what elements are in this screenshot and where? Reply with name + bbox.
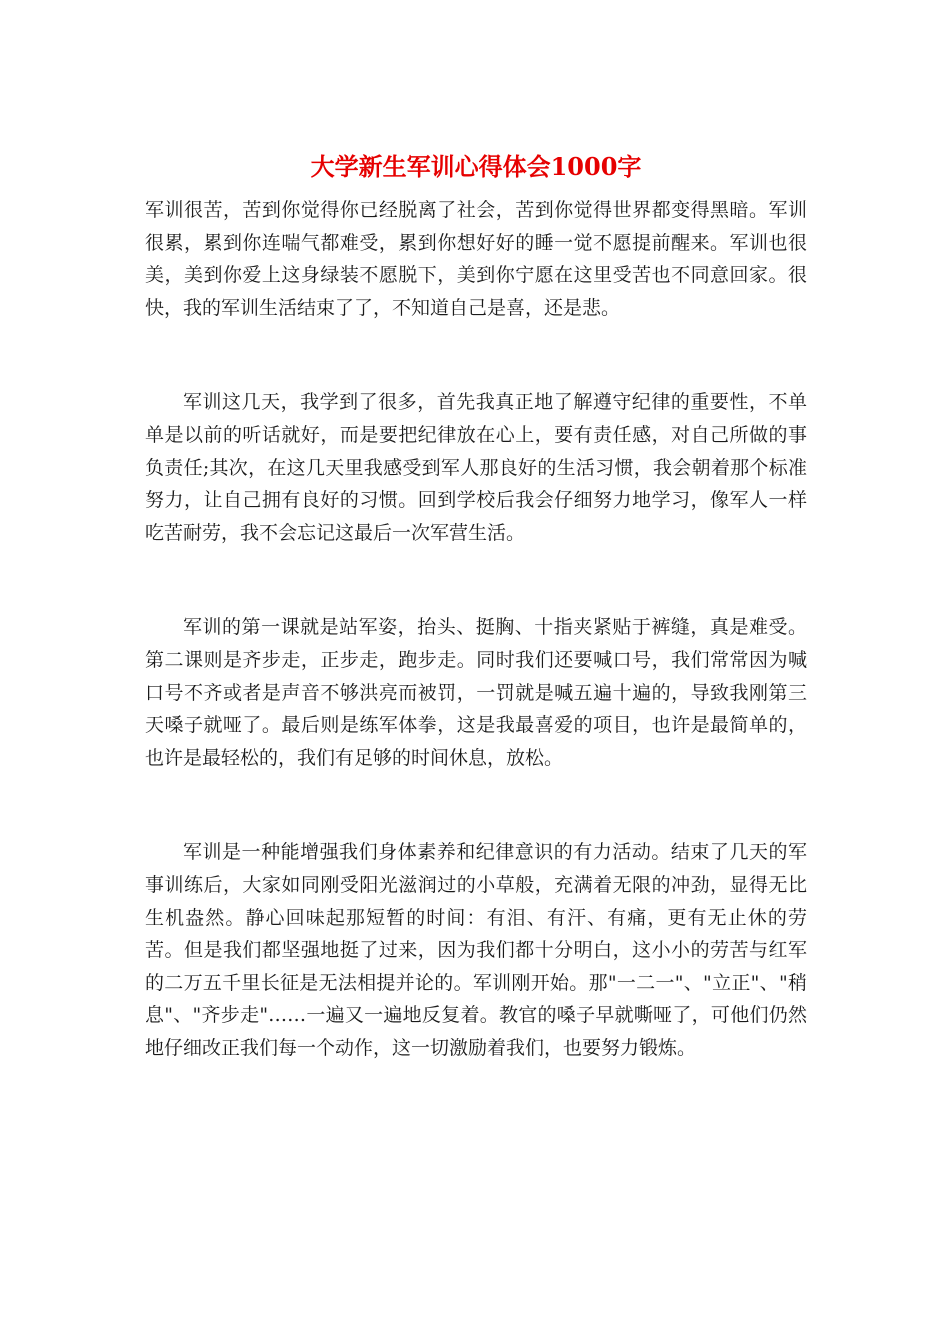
document-page: [145, 150, 807, 1064]
paragraph-3: 军训的第一课就是站军姿，抬头、挺胸、十指夹紧贴于裤缝，真是难受。第二课则是齐步走，正步走，跑步走。同时我们还要喊口号，我们常常因为喊口号不齐或者是声音不够洪亮而被罚，一罚就是喊五遍十遍的，导致我刚第三天嗓子就哑了。最后则是练军体拳，这是我最喜爱的项目，也许是最简单的，也许是最轻松的，我们有足够的时间休息，放松。: [145, 616, 807, 769]
paragraph-2: 军训这几天，我学到了很多，首先我真正地了解遵守纪律的重要性，不单单是以前的听话就好，而是要把纪律放在心上，要有责任感，对自己所做的事负责任;其次，在这几天里我感受到军人那良好的生活习惯，我会朝着那个标准努力，让自己拥有良好的习惯。回到学校后我会仔细努力地学习，像军人一样吃苦耐劳，我不会忘记这最后一次军营生活。: [145, 391, 807, 544]
paragraph-1: 军训很苦，苦到你觉得你已经脱离了社会，苦到你觉得世界都变得黑暗。军训很累，累到你连喘气都难受，累到你想好好的睡一觉不愿提前醒来。军训也很美，美到你爱上这身绿装不愿脱下，美到你宁愿在这里受苦也不同意回家。很快，我的军训生活结束了了，不知道自己是喜，还是悲。: [145, 199, 807, 319]
document-title: 大学新生军训心得体会1000字: [310, 152, 642, 181]
paragraph-4: 军训是一种能增强我们身体素养和纪律意识的有力活动。结束了几天的军事训练后，大家如同刚受阳光滋润过的小草般，充满着无限的冲劲，显得无比生机盎然。静心回味起那短暂的时间：有泪、有汗、有痛，更有无止休的劳苦。但是我们都坚强地挺了过来，因为我们都十分明白，这小小的劳苦与红军的二万五千里长征是无法相提并论的。军训刚开始。那"一二一"、"立正"、"稍息"、"齐步走"……一遍又一遍地反复着。教官的嗓子早就嘶哑了，可他们仍然地仔细改正我们每一个动作，这一切激励着我们，也要努力锻炼。: [145, 841, 807, 1059]
